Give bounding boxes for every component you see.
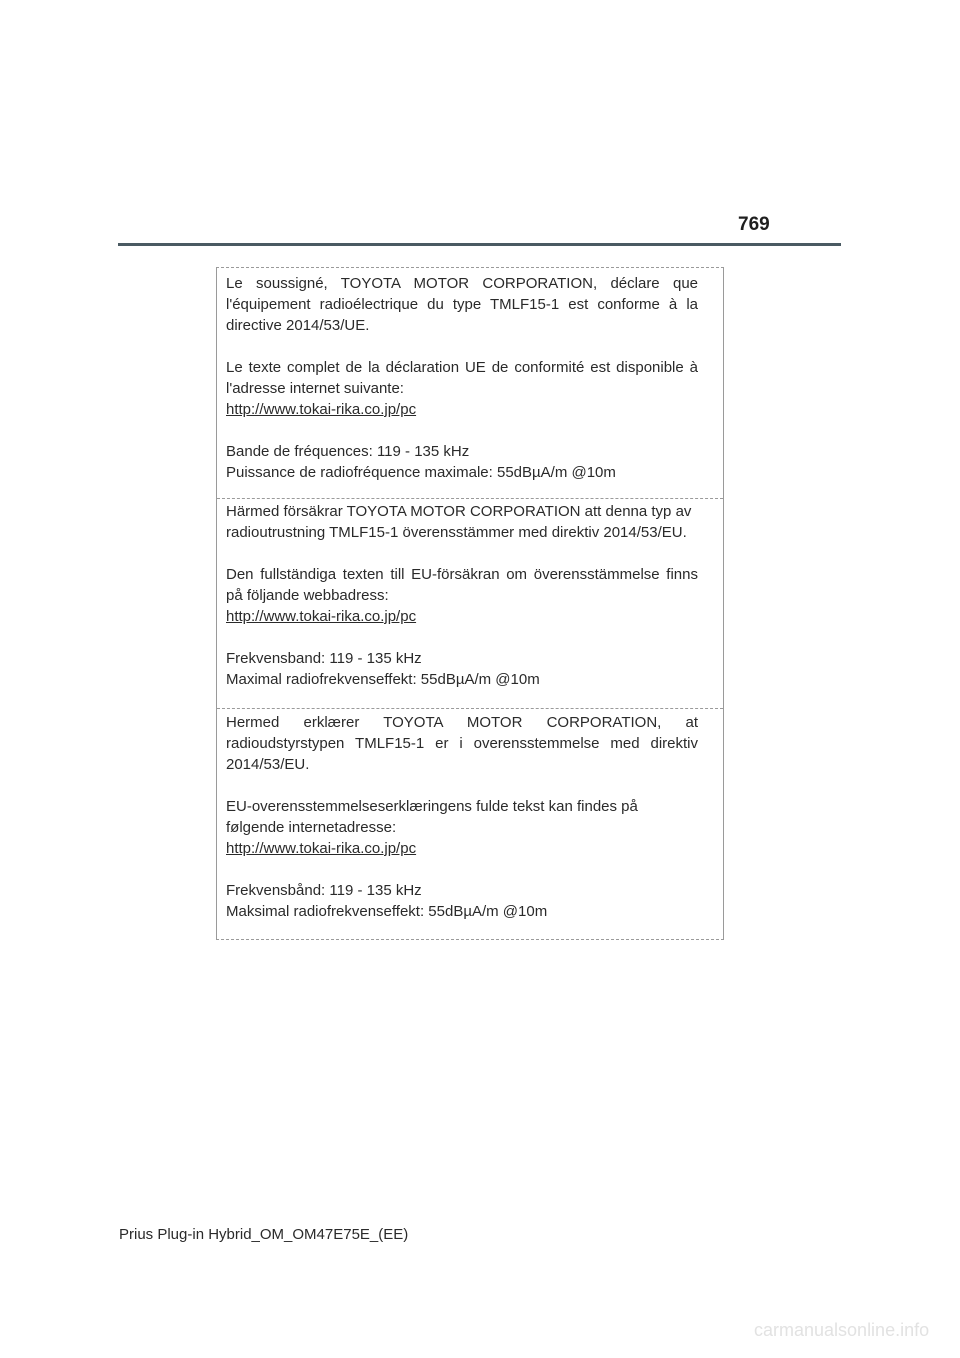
watermark-text: carmanualsonline.info [754,1320,930,1340]
declaration-url-link[interactable]: http://www.tokai-rika.co.jp/pc [226,608,417,625]
declaration-intro-line-1: EU-overensstemmelseserklæringens fulde tekst kan findes på [226,798,638,815]
notice-section-french [217,268,723,499]
header-rule [118,243,841,246]
paragraph-gap [226,420,698,441]
notice-section-swedish [217,499,723,709]
max-power-text: Puissance de radiofréquence maximale: 55dBµA/m @10m [226,464,616,481]
paragraph-gap [226,336,698,357]
frequency-band-text: Frekvensbånd: 119 - 135 kHz [226,882,422,899]
declaration-intro: Den fullständiga texten till EU-försäkran om överensstämmelse finns på följande webbadress: [226,566,698,604]
declaration-url-link[interactable]: http://www.tokai-rika.co.jp/pc [226,840,417,857]
declaration-text: Hermed erklærer TOYOTA MOTOR CORPORATION, at radioudstyrstypen TMLF15-1 er i overensstemmelse med direktiv 2014/53/EU. [226,714,698,773]
paragraph-gap [226,859,698,880]
max-power-text: Maksimal radiofrekvenseffekt: 55dBµA/m @10m [226,903,548,920]
manual-footer-id: Prius Plug-in Hybrid_OM_OM47E75E_(EE) [119,1226,409,1243]
declaration-url-link[interactable]: http://www.tokai-rika.co.jp/pc [226,401,417,418]
paragraph-gap [226,627,698,648]
max-power-text: Maximal radiofrekvenseffekt: 55dBµA/m @10m [226,671,540,688]
declaration-intro-line-2: følgende internetadresse: [226,819,397,836]
frequency-band-text: Frekvensband: 119 - 135 kHz [226,650,422,667]
page-number: 769 [738,214,770,235]
frequency-band-text: Bande de fréquences: 119 - 135 kHz [226,443,470,460]
declaration-intro: Le texte complet de la déclaration UE de conformité est disponible à l'adresse internet suivante: [226,359,698,397]
paragraph-gap [226,775,698,796]
declaration-text: Le soussigné, TOYOTA MOTOR CORPORATION, déclare que l'équipement radioélectrique du type TMLF15-1 est conforme à la directive 2014/53/UE. [226,275,698,334]
paragraph-gap [226,543,698,564]
regulatory-notice-box [216,267,724,940]
declaration-text: Härmed försäkrar TOYOTA MOTOR CORPORATION att denna typ av radioutrustning TMLF15-1 överensstämmer med direktiv 2014/53/EU. [226,503,692,541]
notice-section-danish [217,709,723,939]
